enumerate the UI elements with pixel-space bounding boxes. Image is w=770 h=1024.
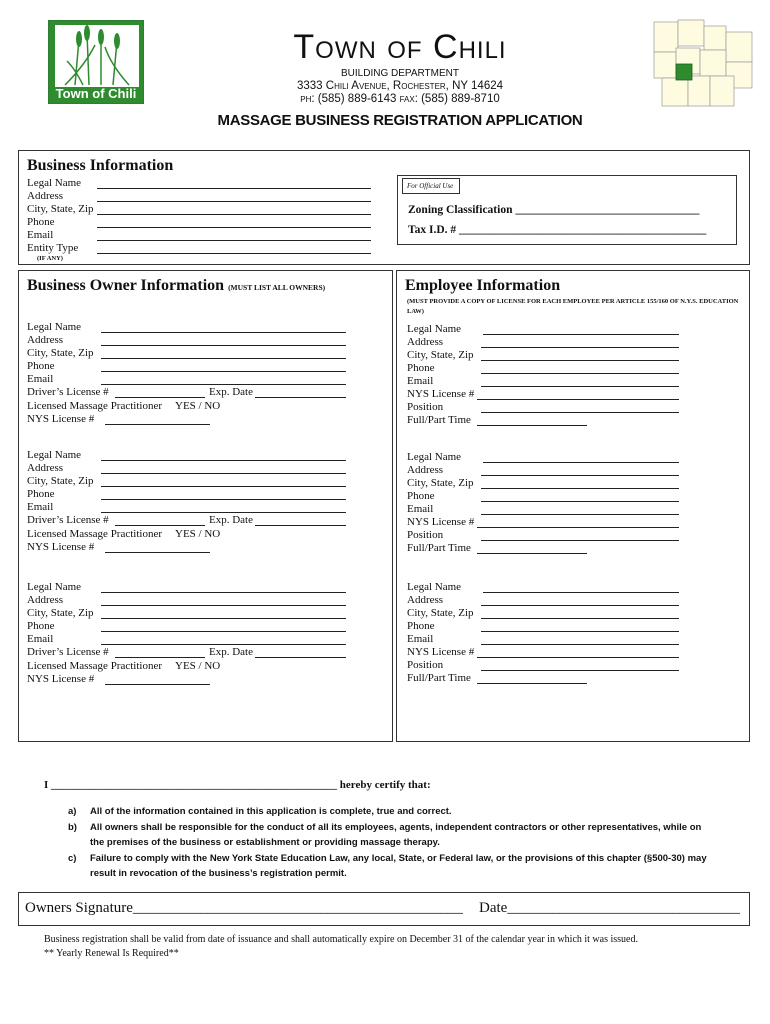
- employee-position-label: Position: [407, 659, 444, 671]
- employee-address-label: Address: [407, 594, 444, 606]
- business-legal-name-label: Legal Name: [27, 177, 82, 189]
- owner-phone-label: Phone: [27, 620, 55, 632]
- owner-email-field[interactable]: [101, 512, 346, 513]
- owner-drivers-license-field[interactable]: [115, 657, 205, 658]
- county-map-icon: [652, 18, 756, 110]
- employee-city-label: City, State, Zip: [407, 349, 474, 361]
- business-address-label: Address: [27, 190, 64, 202]
- owner-email-label: Email: [27, 501, 54, 513]
- business-entity-type-field[interactable]: [97, 253, 371, 254]
- employee-email-label: Email: [407, 633, 434, 645]
- town-title: Town of Chili: [293, 28, 507, 66]
- tax-id-field[interactable]: Tax I.D. # ___________________________________________: [408, 224, 707, 236]
- employee-legal-name-label: Legal Name: [407, 323, 462, 335]
- owner-drivers-license-field[interactable]: [115, 525, 205, 526]
- business-phone-label: Phone: [27, 216, 55, 228]
- owner-legal-name-field[interactable]: [101, 332, 346, 333]
- employee-phone-label: Phone: [407, 362, 435, 374]
- owner-email-label: Email: [27, 633, 54, 645]
- employee-city-label: City, State, Zip: [407, 477, 474, 489]
- employee-nys-license-field[interactable]: [477, 657, 679, 658]
- owner-phone-field[interactable]: [101, 371, 346, 372]
- owner-exp-date-field[interactable]: [255, 657, 346, 658]
- employee-email-field[interactable]: [481, 514, 679, 515]
- business-legal-name-field[interactable]: [97, 188, 371, 189]
- owner-info-heading: Business Owner Information: [27, 277, 225, 294]
- employee-full-part-time-field[interactable]: [477, 553, 587, 554]
- certify-item-key: c): [68, 853, 77, 864]
- owner-practitioner-yes-no[interactable]: YES / NO: [175, 399, 221, 412]
- employee-nys-license-label: NYS License #: [407, 388, 475, 400]
- owner-drivers-license-label: Driver’s License #: [27, 386, 109, 398]
- if-any-note: (IF ANY): [37, 255, 63, 262]
- owner-phone-field[interactable]: [101, 631, 346, 632]
- owner-drivers-license-label: Driver’s License #: [27, 646, 109, 658]
- employee-legal-name-field[interactable]: [483, 334, 679, 335]
- owner-exp-date-field[interactable]: [255, 525, 346, 526]
- owner-legal-name-label: Legal Name: [27, 321, 82, 333]
- owner-nys-license-field[interactable]: [105, 552, 210, 553]
- employee-phone-label: Phone: [407, 620, 435, 632]
- owner-nys-license-label: NYS License #: [27, 413, 95, 425]
- cattail-icon: [55, 25, 139, 87]
- employee-phone-field[interactable]: [481, 631, 679, 632]
- owner-address-label: Address: [27, 462, 64, 474]
- owner-phone-label: Phone: [27, 488, 55, 500]
- business-entity-type-label: Entity Type: [27, 242, 79, 254]
- owner-nys-license-label: NYS License #: [27, 541, 95, 553]
- zoning-classification-field[interactable]: Zoning Classification ________________________________: [408, 204, 700, 216]
- employee-address-field[interactable]: [481, 605, 679, 606]
- employee-address-field[interactable]: [481, 347, 679, 348]
- owner-phone-label: Phone: [27, 360, 55, 372]
- employee-info-note: (MUST PROVIDE A COPY OF LICENSE FOR EACH EMPLOYEE PER ARTICLE 155/160 OF N.Y.S. EDUCATION LAW): [407, 298, 739, 315]
- certify-item-key: b): [68, 822, 77, 833]
- owner-drivers-license-field[interactable]: [115, 397, 205, 398]
- owner-city-label: City, State, Zip: [27, 475, 94, 487]
- owner-city-label: City, State, Zip: [27, 347, 94, 359]
- certify-item-text: All owners shall be responsible for the conduct of all its employees, agents, independent contractors or other representatives, while on the premises of the business or establishment or providing massage therapy.: [90, 822, 702, 848]
- business-city-label: City, State, Zip: [27, 203, 94, 215]
- business-info-title: Business Information: [27, 157, 174, 174]
- department-phone: ph: (585) 889-6143 fax: (585) 889-8710: [300, 93, 500, 105]
- business-email-field[interactable]: [97, 240, 371, 241]
- employee-legal-name-label: Legal Name: [407, 451, 462, 463]
- employee-position-field[interactable]: [481, 670, 679, 671]
- form-title: MASSAGE BUSINESS REGISTRATION APPLICATION: [217, 112, 583, 129]
- owner-licensed-practitioner-label: Licensed Massage Practitioner: [27, 399, 163, 412]
- owner-info-section: [18, 270, 393, 742]
- business-phone-field[interactable]: [97, 227, 371, 228]
- owner-info-title: [27, 277, 325, 295]
- owner-practitioner-yes-no[interactable]: YES / NO: [175, 659, 221, 672]
- official-use-box: [397, 175, 737, 245]
- employee-nys-license-label: NYS License #: [407, 646, 475, 658]
- employee-nys-license-label: NYS License #: [407, 516, 475, 528]
- employee-phone-label: Phone: [407, 490, 435, 502]
- employee-address-label: Address: [407, 464, 444, 476]
- town-logo: [48, 20, 144, 104]
- employee-position-label: Position: [407, 529, 444, 541]
- official-use-label: For Official Use: [407, 182, 454, 190]
- owner-nys-license-field[interactable]: [105, 424, 210, 425]
- employee-address-field[interactable]: [481, 475, 679, 476]
- employee-full-part-time-label: Full/Part Time: [407, 542, 471, 554]
- owner-drivers-license-label: Driver’s License #: [27, 514, 109, 526]
- owner-exp-date-label: Exp. Date: [209, 514, 253, 526]
- employee-position-field[interactable]: [481, 540, 679, 541]
- owner-address-label: Address: [27, 334, 64, 346]
- owner-city-field[interactable]: [101, 618, 346, 619]
- employee-phone-field[interactable]: [481, 501, 679, 502]
- owner-city-field[interactable]: [101, 358, 346, 359]
- employee-nys-license-field[interactable]: [477, 527, 679, 528]
- employee-city-label: City, State, Zip: [407, 607, 474, 619]
- employee-position-label: Position: [407, 401, 444, 413]
- owner-licensed-practitioner-label: Licensed Massage Practitioner: [27, 659, 163, 672]
- employee-full-part-time-field[interactable]: [477, 683, 587, 684]
- owner-legal-name-field[interactable]: [101, 592, 346, 593]
- employee-city-field[interactable]: [481, 618, 679, 619]
- owner-practitioner-yes-no[interactable]: YES / NO: [175, 527, 221, 540]
- owner-legal-name-field[interactable]: [101, 460, 346, 461]
- owner-legal-name-label: Legal Name: [27, 581, 82, 593]
- owner-city-label: City, State, Zip: [27, 607, 94, 619]
- owner-legal-name-label: Legal Name: [27, 449, 82, 461]
- owner-address-label: Address: [27, 594, 64, 606]
- owner-address-field[interactable]: [101, 345, 346, 346]
- owner-exp-date-label: Exp. Date: [209, 646, 253, 658]
- employee-legal-name-field[interactable]: [483, 592, 679, 593]
- employee-email-field[interactable]: [481, 644, 679, 645]
- owner-phone-field[interactable]: [101, 499, 346, 500]
- employee-email-label: Email: [407, 375, 434, 387]
- employee-legal-name-field[interactable]: [483, 462, 679, 463]
- certify-item-text: Failure to comply with the New York State Education Law, any local, State, or Federal law, or the provisions of this chapter (§500-30) may result in revocation of the business’s registration permit.: [90, 853, 707, 879]
- owner-exp-date-label: Exp. Date: [209, 386, 253, 398]
- owner-licensed-practitioner-label: Licensed Massage Practitioner: [27, 527, 163, 540]
- owner-city-field[interactable]: [101, 486, 346, 487]
- yearly-renewal-note: ** Yearly Renewal Is Required**: [44, 948, 179, 959]
- business-address-field[interactable]: [97, 201, 371, 202]
- employee-info-section: [396, 270, 750, 742]
- employee-nys-license-field[interactable]: [477, 399, 679, 400]
- owner-email-label: Email: [27, 373, 54, 385]
- employee-full-part-time-label: Full/Part Time: [407, 414, 471, 426]
- owner-exp-date-field[interactable]: [255, 397, 346, 398]
- department-address: 3333 Chili Avenue, Rochester, NY 14624: [296, 80, 504, 92]
- owner-email-field[interactable]: [101, 384, 346, 385]
- owner-address-field[interactable]: [101, 473, 346, 474]
- business-email-label: Email: [27, 229, 54, 241]
- signature-date-field[interactable]: Date_______________________________: [479, 900, 740, 916]
- employee-phone-field[interactable]: [481, 373, 679, 374]
- business-info-section: [18, 150, 750, 265]
- certify-item-text: All of the information contained in this application is complete, true and correct.: [90, 806, 452, 817]
- department-name: BUILDING DEPARTMENT: [341, 68, 459, 79]
- employee-address-label: Address: [407, 336, 444, 348]
- employee-info-title: Employee Information: [405, 277, 561, 294]
- certify-statement[interactable]: I ____________________________________________________ hereby certify that:: [44, 779, 431, 791]
- owner-nys-license-label: NYS License #: [27, 673, 95, 685]
- owner-nys-license-field[interactable]: [105, 684, 210, 685]
- employee-full-part-time-field[interactable]: [477, 425, 587, 426]
- employee-city-field[interactable]: [481, 488, 679, 489]
- registration-validity-note: Business registration shall be valid from date of issuance and shall automatically expire on December 31 of the calendar year in which it was issued.: [44, 934, 638, 945]
- employee-position-field[interactable]: [481, 412, 679, 413]
- employee-full-part-time-label: Full/Part Time: [407, 672, 471, 684]
- employee-email-field[interactable]: [481, 386, 679, 387]
- employee-email-label: Email: [407, 503, 434, 515]
- owner-address-field[interactable]: [101, 605, 346, 606]
- employee-city-field[interactable]: [481, 360, 679, 361]
- employee-legal-name-label: Legal Name: [407, 581, 462, 593]
- certify-item-key: a): [68, 806, 77, 817]
- logo-text: Town of Chili: [55, 86, 137, 101]
- official-use-tag: [402, 178, 460, 194]
- business-city-field[interactable]: [97, 214, 371, 215]
- owner-signature-field[interactable]: Owners Signature____________________________________________: [25, 900, 463, 916]
- owner-info-note: (MUST LIST ALL OWNERS): [228, 283, 326, 292]
- signature-section: [18, 892, 750, 926]
- owner-email-field[interactable]: [101, 644, 346, 645]
